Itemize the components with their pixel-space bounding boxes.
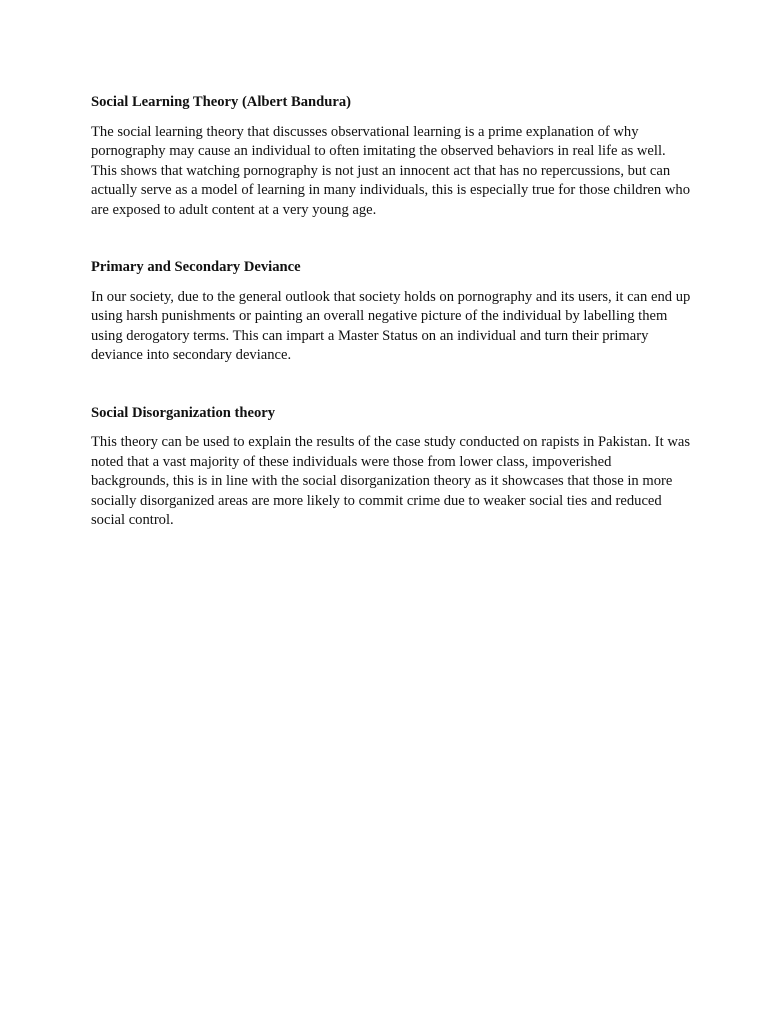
section-paragraph: In our society, due to the general outlook that society holds on pornography and its users, it can end up using harsh punishments or painting an overall negative picture of the individual by labelling them using derogatory terms. This can impart a Master Status on an individual and turn their primary deviance into secondary deviance. xyxy=(91,288,691,363)
document-body xyxy=(91,93,691,569)
section-heading: Primary and Secondary Deviance xyxy=(91,259,301,275)
section-primary-secondary-deviance xyxy=(91,258,691,366)
section-social-learning-theory xyxy=(91,93,691,220)
section-paragraph: The social learning theory that discusses observational learning is a prime explanation of why pornography may cause an individual to often imitating the observed behaviors in real life as well. This shows that watching pornography is not just an innocent act that has no repercussions, but can actually serve as a model of learning in many individuals, this is especially true for those children who are exposed to adult content at a very young age. xyxy=(91,123,690,218)
section-heading: Social Disorganization theory xyxy=(91,404,276,421)
section-social-disorganization-theory xyxy=(91,404,691,531)
section-heading: Social Learning Theory (Albert Bandura) xyxy=(91,94,351,110)
section-paragraph: This theory can be used to explain the results of the case study conducted on rapists in Pakistan. It was noted that a vast majority of these individuals were those from lower class, impoverished backgrounds, this is in line with the social disorganization theory as it showcases that those in more socially disorganized areas are more likely to commit crime due to weaker social ties and reduced social control. xyxy=(91,434,691,528)
